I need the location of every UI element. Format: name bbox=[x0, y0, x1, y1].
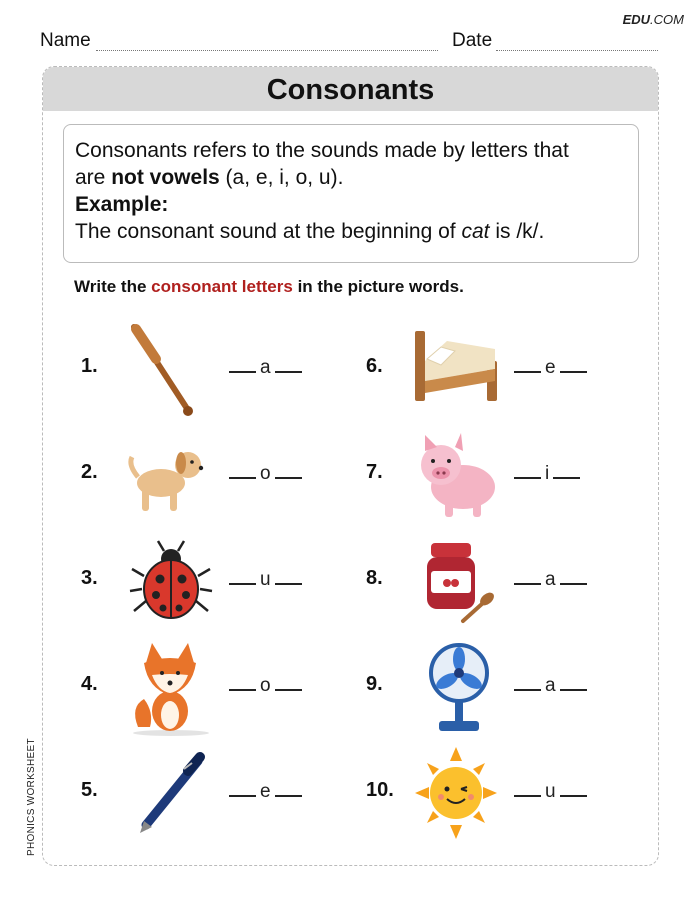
answer-blank[interactable] bbox=[514, 675, 587, 697]
exercise-item-8 bbox=[366, 531, 646, 631]
given-vowel: o bbox=[260, 463, 271, 484]
answer-blank[interactable] bbox=[514, 463, 580, 485]
bed-icon bbox=[411, 319, 501, 419]
brand-logo bbox=[623, 12, 684, 27]
blank-line bbox=[553, 463, 580, 479]
blank-line bbox=[560, 675, 587, 691]
blank-line bbox=[275, 463, 302, 479]
blank-line bbox=[514, 781, 541, 797]
ladybug-icon bbox=[126, 531, 216, 631]
answer-blank[interactable] bbox=[229, 463, 302, 485]
pig-icon bbox=[411, 425, 501, 525]
answer-blank[interactable] bbox=[229, 675, 302, 697]
exercise-item-10 bbox=[366, 743, 646, 843]
name-field[interactable] bbox=[96, 50, 438, 51]
answer-blank[interactable] bbox=[514, 781, 587, 803]
example-label bbox=[75, 191, 638, 218]
exercise-item-2 bbox=[81, 425, 361, 525]
answer-blank[interactable] bbox=[229, 781, 302, 803]
blank-line bbox=[560, 569, 587, 585]
given-vowel: o bbox=[260, 675, 271, 696]
instruction-post: in the picture words. bbox=[292, 277, 464, 296]
instruction bbox=[74, 277, 464, 297]
given-vowel: e bbox=[260, 781, 271, 802]
answer-blank[interactable] bbox=[229, 569, 302, 591]
item-number: 10. bbox=[366, 779, 394, 801]
item-number: 3. bbox=[81, 567, 98, 589]
not-vowels-emphasis: not vowels bbox=[111, 166, 220, 189]
dog-icon bbox=[126, 425, 216, 525]
worksheet-category-label: PHONICS WORKSHEET bbox=[26, 738, 37, 856]
blank-line bbox=[229, 675, 256, 691]
date-label: Date bbox=[452, 30, 493, 51]
exercise-item-5 bbox=[81, 743, 361, 843]
example-word: cat bbox=[461, 220, 490, 243]
blank-line bbox=[514, 357, 541, 373]
worksheet-title: Consonants bbox=[266, 74, 435, 106]
definition-text: are bbox=[75, 166, 112, 189]
blank-line bbox=[229, 569, 256, 585]
exercise-item-3 bbox=[81, 531, 361, 631]
blank-line bbox=[275, 675, 302, 691]
exercise-item-6 bbox=[366, 319, 646, 419]
item-number: 4. bbox=[81, 673, 98, 695]
item-number: 2. bbox=[81, 461, 98, 483]
definition-box bbox=[63, 124, 639, 263]
given-vowel: a bbox=[260, 357, 271, 378]
blank-line bbox=[229, 781, 256, 797]
pen-icon bbox=[126, 743, 216, 843]
fox-icon bbox=[126, 637, 216, 737]
blank-line bbox=[275, 357, 302, 373]
given-vowel: u bbox=[260, 569, 271, 590]
instruction-highlight: consonant letters bbox=[151, 277, 293, 296]
blank-line bbox=[275, 569, 302, 585]
item-number: 6. bbox=[366, 355, 383, 377]
blank-line bbox=[229, 463, 256, 479]
worksheet-panel bbox=[42, 66, 659, 866]
brand-main: EDU bbox=[622, 12, 651, 27]
example-heading: Example: bbox=[75, 193, 169, 216]
item-number: 7. bbox=[366, 461, 383, 483]
blank-line bbox=[560, 781, 587, 797]
vowel-list: (a, e, i, o, u). bbox=[219, 166, 344, 189]
answer-blank[interactable] bbox=[514, 357, 587, 379]
name-label: Name bbox=[40, 30, 91, 51]
sun-icon bbox=[411, 743, 501, 843]
given-vowel: a bbox=[545, 569, 556, 590]
brand-suffix: .COM bbox=[650, 12, 684, 27]
instruction-pre: Write the bbox=[74, 277, 152, 296]
exercise-item-4 bbox=[81, 637, 361, 737]
given-vowel: e bbox=[545, 357, 556, 378]
example-pre: The consonant sound at the beginning of bbox=[75, 220, 462, 243]
given-vowel: i bbox=[545, 463, 550, 484]
blank-line bbox=[514, 675, 541, 691]
item-number: 5. bbox=[81, 779, 98, 801]
definition-line-2 bbox=[75, 164, 638, 191]
exercise-item-9 bbox=[366, 637, 646, 737]
definition-line-1: Consonants refers to the sounds made by letters that bbox=[75, 139, 569, 162]
title-band bbox=[43, 67, 658, 111]
answer-blank[interactable] bbox=[514, 569, 587, 591]
blank-line bbox=[275, 781, 302, 797]
item-number: 9. bbox=[366, 673, 383, 695]
answer-blank[interactable] bbox=[229, 357, 302, 379]
baseball-bat-icon bbox=[126, 319, 216, 419]
blank-line bbox=[229, 357, 256, 373]
blank-line bbox=[514, 569, 541, 585]
name-date-row bbox=[40, 30, 660, 54]
exercise-item-7 bbox=[366, 425, 646, 525]
blank-line bbox=[560, 357, 587, 373]
jam-jar-icon bbox=[411, 531, 501, 631]
item-number: 1. bbox=[81, 355, 98, 377]
given-vowel: a bbox=[545, 675, 556, 696]
exercise-item-1 bbox=[81, 319, 361, 419]
blank-line bbox=[514, 463, 541, 479]
given-vowel: u bbox=[545, 781, 556, 802]
date-field[interactable] bbox=[496, 50, 658, 51]
item-number: 8. bbox=[366, 567, 383, 589]
example-text bbox=[75, 218, 638, 245]
fan-icon bbox=[411, 637, 501, 737]
example-post: is /k/. bbox=[489, 220, 545, 243]
